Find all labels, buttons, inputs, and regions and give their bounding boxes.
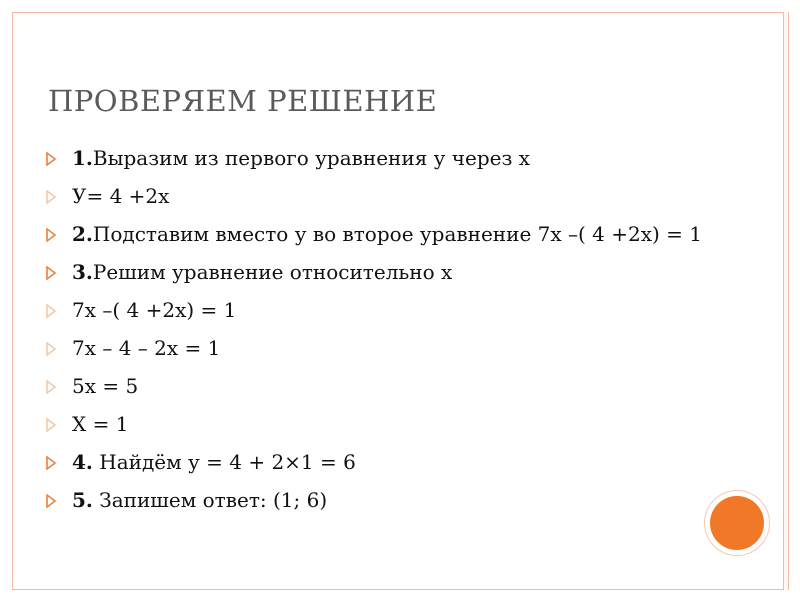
step-text: 5х = 5 bbox=[72, 374, 139, 398]
list-item-text bbox=[72, 220, 726, 249]
step-number: 4. bbox=[72, 450, 93, 474]
list-item bbox=[46, 372, 726, 401]
list-item-text bbox=[72, 486, 726, 515]
list-item-text bbox=[72, 334, 726, 363]
step-text: Запишем ответ: (1; 6) bbox=[92, 488, 328, 512]
step-text: У= 4 +2х bbox=[72, 184, 170, 208]
bullet-icon bbox=[46, 380, 56, 394]
list-item-text bbox=[72, 182, 726, 211]
decorative-circle-icon bbox=[710, 496, 764, 550]
bullet-icon bbox=[46, 228, 56, 242]
slide-right-band bbox=[783, 12, 789, 590]
list-item bbox=[46, 296, 726, 325]
bullet-icon bbox=[46, 304, 56, 318]
list-item-text bbox=[72, 296, 726, 325]
bullet-icon bbox=[46, 190, 56, 204]
step-text: Решим уравнение относительно х bbox=[92, 260, 453, 284]
list-item bbox=[46, 220, 726, 249]
list-item-text bbox=[72, 258, 726, 287]
step-text: Выразим из первого уравнения у через х bbox=[92, 146, 531, 170]
bullet-icon bbox=[46, 494, 56, 508]
step-text: Х = 1 bbox=[72, 412, 129, 436]
list-item bbox=[46, 144, 726, 173]
bullet-icon bbox=[46, 418, 56, 432]
step-number: 3. bbox=[72, 260, 93, 284]
list-item bbox=[46, 258, 726, 287]
step-text: 7х –( 4 +2х) = 1 bbox=[72, 298, 237, 322]
step-text: 7х – 4 – 2х = 1 bbox=[72, 336, 221, 360]
step-text: Подставим вместо у во второе уравнение 7х –( 4 +2х) = 1 bbox=[92, 222, 703, 246]
slide-content bbox=[46, 144, 726, 524]
step-number: 5. bbox=[72, 488, 93, 512]
step-text: Найдём у = 4 + 2×1 = 6 bbox=[92, 450, 356, 474]
list-item bbox=[46, 448, 726, 477]
bullet-icon bbox=[46, 342, 56, 356]
bullet-icon bbox=[46, 456, 56, 470]
step-number: 2. bbox=[72, 222, 93, 246]
list-item-text bbox=[72, 448, 726, 477]
list-item bbox=[46, 410, 726, 439]
step-number: 1. bbox=[72, 146, 93, 170]
list-item-text bbox=[72, 372, 726, 401]
bullet-icon bbox=[46, 152, 56, 166]
bullet-icon bbox=[46, 266, 56, 280]
list-item bbox=[46, 334, 726, 363]
list-item-text bbox=[72, 144, 726, 173]
list-item bbox=[46, 486, 726, 515]
list-item-text bbox=[72, 410, 726, 439]
slide-title: ПРОВЕРЯЕМ РЕШЕНИЕ bbox=[48, 84, 438, 118]
list-item bbox=[46, 182, 726, 211]
